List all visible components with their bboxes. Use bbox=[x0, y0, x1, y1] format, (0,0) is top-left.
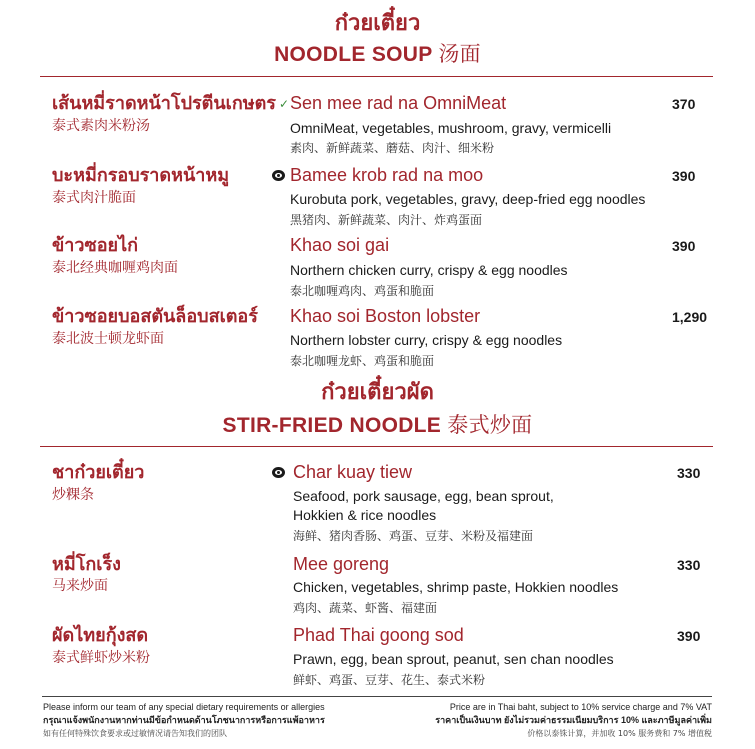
item-description: Northern lobster curry, crispy & egg noodles bbox=[290, 332, 563, 348]
item-name: Bamee krob rad na moo bbox=[290, 165, 484, 185]
item-zh-name: 泰北经典咖喱鸡肉面 bbox=[52, 260, 178, 276]
item-price: 390 bbox=[672, 238, 696, 254]
footer-price-thai: ราคาเป็นเงินบาท ยังไม่รวมค่าธรรมเนียมบริการ 10% และภาษีมูลค่าเพิ่ม bbox=[435, 715, 712, 725]
section-title-thai: ก๋วยเตี๋ยวผัด bbox=[321, 379, 434, 404]
footer-dietary-zh: 如有任何特殊饮食要求或过敏情况请告知我们的团队 bbox=[43, 729, 227, 738]
item-zh-name: 炒粿条 bbox=[52, 487, 94, 503]
item-thai-name: ข้าวซอยไก่ bbox=[52, 235, 139, 255]
item-price: 390 bbox=[672, 168, 696, 184]
section-divider bbox=[40, 76, 713, 77]
item-name: Phad Thai goong sod bbox=[293, 625, 464, 645]
item-name: Khao soi Boston lobster bbox=[290, 306, 481, 326]
item-thai-name: ข้าวซอยบอสตันล็อบสเตอร์ bbox=[52, 306, 258, 326]
item-price: 330 bbox=[677, 465, 701, 481]
item-zh-description: 鲜虾、鸡蛋、豆芽、花生、泰式米粉 bbox=[293, 673, 486, 687]
footer-price-note bbox=[435, 701, 712, 740]
section-title-zh: 汤面 bbox=[438, 42, 481, 66]
item-description: OmniMeat, vegetables, mushroom, gravy, vermicelli bbox=[290, 120, 612, 136]
pork-icon bbox=[272, 170, 285, 181]
item-name: Khao soi gai bbox=[290, 235, 390, 255]
section-title bbox=[0, 44, 755, 65]
section-divider bbox=[40, 446, 713, 447]
item-price: 390 bbox=[677, 628, 701, 644]
item-price: 330 bbox=[677, 557, 701, 573]
item-zh-description: 海鲜、猪肉香肠、鸡蛋、豆芽、米粉及福建面 bbox=[293, 529, 534, 543]
footer-price-zh: 价格以泰铢计算，并加收 10% 服务费和 7% 增值税 bbox=[527, 729, 712, 738]
footer-dietary-note bbox=[43, 701, 325, 740]
item-description: Chicken, vegetables, shrimp paste, Hokkien noodles bbox=[293, 579, 619, 595]
item-thai-name: หมี่โกเร็ง bbox=[52, 554, 121, 574]
item-thai-name: ชาก๋วยเตี๋ยว bbox=[52, 462, 145, 482]
item-name: Mee goreng bbox=[293, 554, 390, 574]
item-description: Prawn, egg, bean sprout, peanut, sen chan noodles bbox=[293, 651, 614, 667]
item-thai-name: ผัดไทยกุ้งสด bbox=[52, 625, 149, 645]
item-zh-description: 鸡肉、蔬菜、虾酱、福建面 bbox=[293, 601, 438, 615]
vegetarian-icon: ✓ bbox=[279, 97, 290, 111]
item-description: Seafood, pork sausage, egg, bean sprout, bbox=[293, 488, 554, 504]
item-thai-name: บะหมี่กรอบราดหน้าหมู bbox=[52, 165, 230, 185]
item-description: Northern chicken curry, crispy & egg noodles bbox=[290, 262, 568, 278]
item-zh-description: 素肉、新鲜蔬菜、蘑菇、肉汁、细米粉 bbox=[290, 141, 495, 155]
item-name: Sen mee rad na OmniMeat bbox=[290, 93, 507, 113]
footer-dietary-thai: กรุณาแจ้งพนักงานหากท่านมีข้อกำหนดด้านโภชนาการหรือการแพ้อาหาร bbox=[43, 715, 325, 725]
item-thai-name: เส้นหมี่ราดหน้าโปรตีนเกษตร bbox=[52, 93, 276, 113]
item-name: Char kuay tiew bbox=[293, 462, 413, 482]
item-zh-name: 泰北波士顿龙虾面 bbox=[52, 331, 164, 347]
item-zh-name: 泰式素肉米粉汤 bbox=[52, 118, 150, 134]
pork-icon bbox=[272, 467, 285, 478]
section-title-en: STIR-FRIED NOODLE bbox=[222, 414, 442, 437]
item-price: 370 bbox=[672, 96, 696, 112]
item-zh-name: 泰式鲜虾炒米粉 bbox=[52, 650, 150, 666]
section-title-zh: 泰式炒面 bbox=[447, 413, 533, 437]
item-description: Kurobuta pork, vegetables, gravy, deep-fried egg noodles bbox=[290, 191, 646, 207]
item-price: 1,290 bbox=[672, 309, 708, 325]
item-zh-description: 黑猪肉、新鲜蔬菜、肉汁、炸鸡蛋面 bbox=[290, 213, 483, 227]
item-zh-name: 泰式肉汁脆面 bbox=[52, 190, 136, 206]
item-zh-name: 马来炒面 bbox=[52, 578, 108, 594]
footer-dietary-en: Please inform our team of any special dietary requirements or allergies bbox=[43, 702, 325, 712]
section-title bbox=[0, 415, 755, 436]
footer-price-en: Price are in Thai baht, subject to 10% service charge and 7% VAT bbox=[449, 702, 712, 712]
section-title-thai: ก๋วยเตี๋ยว bbox=[334, 10, 421, 35]
footer-divider bbox=[42, 696, 712, 697]
item-description-line2: Hokkien & rice noodles bbox=[293, 507, 437, 523]
section-title-en: NOODLE SOUP bbox=[274, 43, 433, 66]
item-zh-description: 泰北咖喱龙虾、鸡蛋和脆面 bbox=[290, 354, 435, 368]
item-zh-description: 泰北咖喱鸡肉、鸡蛋和脆面 bbox=[290, 284, 435, 298]
